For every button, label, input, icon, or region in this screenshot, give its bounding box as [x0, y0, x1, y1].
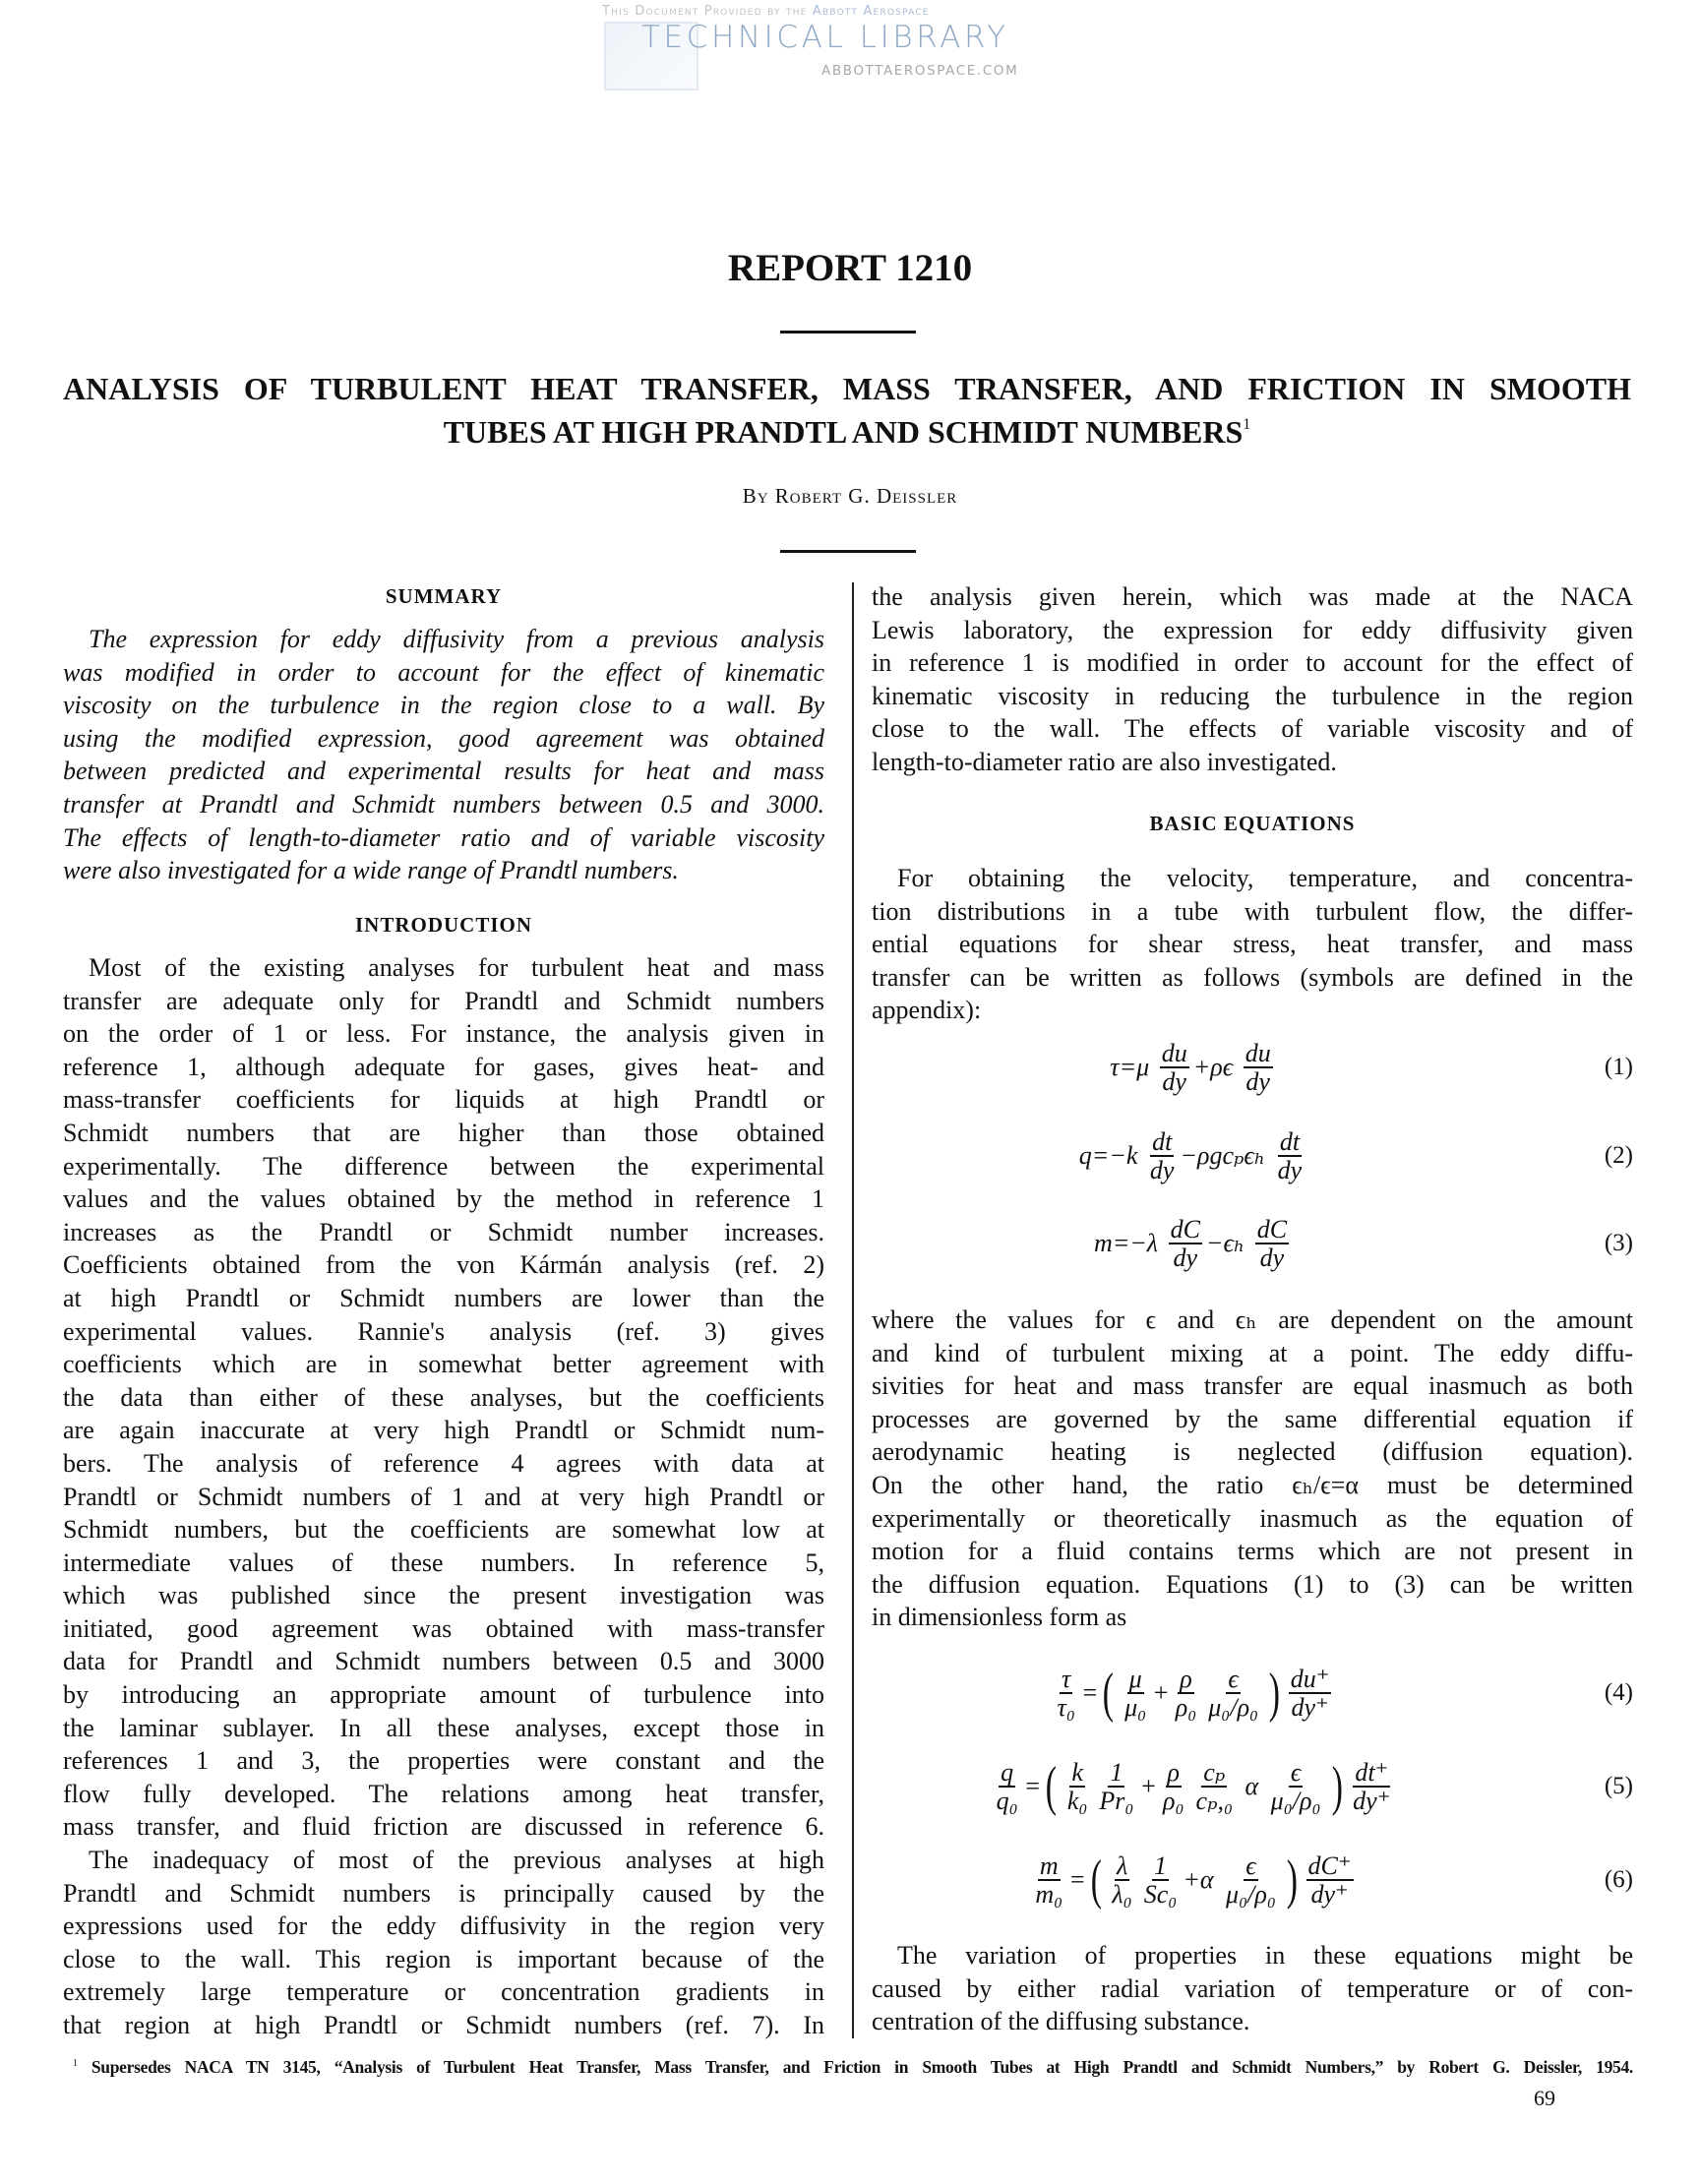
equation-term: q=−k [1078, 1141, 1144, 1170]
denominator: λ₀ [1112, 1880, 1132, 1909]
basic-equations-text [872, 862, 1633, 1027]
basic-equations-heading: BASIC EQUATIONS [1149, 812, 1356, 835]
denominator: Pr₀ [1099, 1787, 1134, 1815]
denominator: cₚ,₀ [1195, 1787, 1234, 1815]
fraction [1065, 1759, 1090, 1815]
text-line: initiated, good agreement was obtained with mass-transfer [63, 1613, 824, 1643]
text-line: extremely large temperature or concentration gradients in [63, 1977, 824, 2007]
text-line: by introducing an appropriate amount of turbulence into [63, 1680, 824, 1710]
equation-3 [872, 1204, 1633, 1283]
text-line: on the order of 1 or less. For instance, the analysis given in [63, 1019, 824, 1049]
fraction [1097, 1759, 1135, 1815]
introduction-heading: INTRODUCTION [354, 913, 533, 937]
text-line: in reference 1 is modified in order to account for the effect of [872, 648, 1633, 678]
denominator: ρ₀ [1175, 1693, 1197, 1722]
text-line: mass-transfer coefficients for liquids at high Prandtl or [63, 1085, 824, 1115]
text-line: flow fully developed. The relations among heat transfer, [63, 1779, 824, 1808]
text-line: kinematic viscosity in reducing the turbulence in the region [872, 681, 1633, 710]
text-line: values and the values obtained by the method in reference 1 [63, 1184, 824, 1214]
numerator: du⁺ [1290, 1664, 1330, 1693]
fraction [1255, 1216, 1289, 1272]
footnote-mark: 1 [1243, 416, 1251, 433]
text-line: transfer can be written as follows (symbols are defined in the [872, 962, 1633, 992]
denominator: dy [1259, 1244, 1285, 1272]
fraction [1174, 1666, 1199, 1722]
fraction [1160, 1040, 1189, 1096]
equation-term: −ϵₕ [1205, 1229, 1251, 1257]
text-line: appendix): [872, 996, 982, 1025]
text-line: processes are governed by the same differential equation if [872, 1404, 1633, 1433]
denominator: q₀ [996, 1787, 1018, 1815]
text-line: the analysis given herein, which was made at the NACA [872, 582, 1633, 611]
numerator: m [1039, 1850, 1059, 1880]
fraction [1224, 1852, 1278, 1909]
footnote-number: 1 [73, 2058, 78, 2070]
text-line: and kind of turbulent mixing at a point. The eddy diffu- [872, 1338, 1633, 1367]
text-line: reference 1, although adequate for gases, gives heat- and [63, 1052, 824, 1081]
numerator: dt⁺ [1355, 1757, 1389, 1787]
denominator: ρ₀ [1163, 1787, 1184, 1815]
equation-term: = [1023, 1772, 1042, 1800]
fraction [1206, 1666, 1260, 1722]
equation-number: (5) [1604, 1773, 1633, 1799]
denominator: dy [1162, 1067, 1186, 1096]
fraction [1056, 1666, 1077, 1722]
equation-term: α [1239, 1772, 1265, 1800]
text-line: tion distributions in a tube with turbulent flow, the differ- [872, 896, 1633, 926]
text-line: caused by either radial variation of temperature or of con- [872, 1973, 1633, 2003]
equation-number: (3) [1604, 1230, 1633, 1256]
text-line: Lewis laboratory, the expression for eddy diffusivity given [872, 615, 1633, 644]
denominator: Sc₀ [1143, 1880, 1178, 1909]
text-line: On the other hand, the ratio ϵₕ/ϵ=α must be determined [872, 1470, 1633, 1499]
numerator: k [1071, 1757, 1083, 1787]
watermark-url: ABBOTTAEROSPACE.COM [821, 63, 1019, 79]
numerator: dt [1152, 1126, 1173, 1156]
summary-heading: SUMMARY [385, 584, 503, 608]
watermark-title: TECHNICAL LIBRARY [641, 20, 1009, 55]
parenthesis: ( [1090, 1850, 1102, 1911]
fraction [1276, 1128, 1305, 1184]
text-line: ential equations for shear stress, heat transfer, and mass [872, 930, 1633, 959]
text-line: centration of the diffusing substance. [872, 2007, 1250, 2036]
equation-term: +ρϵ [1192, 1053, 1240, 1081]
footnote [73, 2057, 1633, 2078]
numerator: ρ [1180, 1664, 1192, 1693]
fraction [1306, 1852, 1354, 1909]
text-line: the data than either of these analyses, but the coefficients [63, 1382, 824, 1412]
equation-2 [872, 1117, 1633, 1195]
text-line: Most of the existing analyses for turbulent heat and mass [89, 953, 824, 982]
text-line: experimentally or theoretically inasmuch as the equation of [872, 1503, 1633, 1533]
fraction [1123, 1666, 1148, 1722]
numerator: ϵ [1228, 1664, 1239, 1693]
denominator: dy [1245, 1067, 1270, 1096]
variation-text [872, 1939, 1633, 2038]
numerator: du [1245, 1038, 1271, 1067]
text-line: length-to-diameter ratio are also investigated. [872, 747, 1337, 776]
column-divider [852, 582, 854, 2038]
denominator: dy⁺ [1291, 1693, 1329, 1722]
fraction [995, 1759, 1020, 1815]
denominator: dy [1149, 1156, 1175, 1184]
text-line: references 1 and 3, the properties were constant and the [63, 1746, 824, 1776]
report-number: REPORT 1210 [727, 247, 973, 289]
equation-body [872, 1028, 1515, 1107]
summary-text [63, 623, 824, 887]
fraction [1289, 1666, 1332, 1722]
fraction [1194, 1759, 1235, 1815]
equation-5 [872, 1747, 1633, 1826]
equation-6 [872, 1841, 1633, 1919]
denominator: μ₀/ρ₀ [1270, 1787, 1321, 1815]
byline-rule [780, 550, 916, 553]
denominator: τ₀ [1057, 1693, 1075, 1722]
equation-body [872, 1841, 1515, 1919]
text-line: Prandtl and Schmidt numbers is principally caused by the [63, 1878, 824, 1908]
parenthesis: ( [1045, 1756, 1058, 1817]
text-line: between predicted and experimental results for heat and mass [63, 757, 824, 786]
denominator: k₀ [1066, 1787, 1088, 1815]
denominator: μ₀/ρ₀ [1208, 1693, 1259, 1722]
text-line: bers. The analysis of reference 4 agrees with data at [63, 1448, 824, 1478]
text-line: are again inaccurate at very high Prandtl or Schmidt num- [63, 1416, 824, 1445]
equation-body [872, 1654, 1515, 1732]
equation-term: τ=μ [1110, 1053, 1156, 1081]
fraction [1161, 1759, 1186, 1815]
text-line: experimentally. The difference between the experimental [63, 1151, 824, 1181]
equation-body [872, 1204, 1515, 1283]
numerator: q [1001, 1757, 1014, 1787]
byline: By Robert G. Deissler [742, 484, 958, 508]
text-line: transfer at Prandtl and Schmidt numbers between 0.5 and 3000. [63, 789, 824, 819]
text-line: at high Prandtl or Schmidt numbers are lower than the [63, 1283, 824, 1312]
parenthesis: ) [1331, 1756, 1343, 1817]
text-line: The expression for eddy diffusivity from a previous analysis [89, 625, 824, 653]
text-line: sivities for heat and mass transfer are equal inasmuch as both [872, 1371, 1633, 1401]
continued-text [872, 580, 1633, 779]
fraction [1269, 1759, 1323, 1815]
numerator: 1 [1154, 1850, 1168, 1880]
equation-term: + [1152, 1678, 1170, 1707]
text-line: in dimensionless form as [872, 1603, 1127, 1632]
eddy-diffusivity-text [872, 1304, 1633, 1634]
equation-number: (2) [1604, 1142, 1633, 1169]
text-line: the diffusion equation. Equations (1) to (3) can be written [872, 1569, 1633, 1599]
text-line: motion for a fluid contains terms which are not present in [872, 1537, 1633, 1566]
denominator: dy [1173, 1244, 1198, 1272]
equation-1 [872, 1028, 1633, 1107]
fraction [1351, 1759, 1392, 1815]
text-line: close to the wall. The effects of variable viscosity and of [872, 714, 1633, 744]
fraction [1148, 1128, 1177, 1184]
text-line: Schmidt numbers, but the coefficients are somewhat low at [63, 1515, 824, 1545]
text-line: expressions used for the eddy diffusivity in the region very [63, 1911, 824, 1941]
equation-term: +α [1183, 1865, 1221, 1894]
equation-term: = [1080, 1678, 1099, 1707]
numerator: ϵ [1290, 1757, 1302, 1787]
title-line-2 [63, 414, 1631, 451]
equation-number: (4) [1604, 1679, 1633, 1706]
title-line-1: ANALYSIS OF TURBULENT HEAT TRANSFER, MASS TRANSFER, AND FRICTION IN SMOOTH [63, 371, 1631, 406]
denominator: dy [1277, 1156, 1303, 1184]
equation-body [872, 1747, 1515, 1826]
denominator: μ₀/ρ₀ [1226, 1880, 1276, 1909]
text-line: data for Prandtl and Schmidt numbers between 0.5 and 3000 [63, 1647, 824, 1676]
numerator: τ [1062, 1664, 1071, 1693]
denominator: dy⁺ [1353, 1787, 1391, 1815]
numerator: λ [1116, 1850, 1128, 1880]
text-line: where the values for ϵ and ϵₕ are dependent on the amount [872, 1305, 1633, 1334]
parenthesis: ( [1103, 1663, 1115, 1724]
numerator: ϵ [1245, 1850, 1256, 1880]
text-line: Schmidt numbers that are higher than those obtained [63, 1118, 824, 1147]
equation-term: + [1139, 1772, 1157, 1800]
text-line: was modified in order to account for the effect of kinematic [63, 657, 824, 687]
numerator: dC [1256, 1214, 1288, 1244]
text-line: mass transfer, and fluid friction are discussed in reference 6. [63, 1812, 824, 1842]
equation-number: (1) [1604, 1054, 1633, 1080]
equation-term: −ρgcₚϵₕ [1180, 1141, 1272, 1170]
text-line: experimental values. Rannie's analysis (ref. 3) gives [63, 1316, 824, 1346]
equation-number: (6) [1604, 1866, 1633, 1893]
text-line: close to the wall. This region is important because of the [63, 1944, 824, 1973]
numerator: dC [1170, 1214, 1200, 1244]
text-line: Prandtl or Schmidt numbers of 1 and at very high Prandtl or [63, 1482, 824, 1511]
text-line: increases as the Prandtl or Schmidt number increases. [63, 1217, 824, 1246]
text-line: viscosity on the turbulence in the region close to a wall. By [63, 691, 824, 720]
text-line: For obtaining the velocity, temperature, and concentra- [897, 864, 1633, 892]
fraction [1169, 1216, 1202, 1272]
equation-4 [872, 1654, 1633, 1732]
text-line: the laminar sublayer. In all these analyses, except those in [63, 1713, 824, 1742]
numerator: cₚ [1203, 1757, 1226, 1787]
parenthesis: ) [1268, 1663, 1281, 1724]
fraction [1110, 1852, 1133, 1909]
text-line: Coefficients obtained from the von Kármán analysis (ref. 2) [63, 1250, 824, 1280]
denominator: m₀ [1035, 1880, 1063, 1909]
equation-body [872, 1117, 1515, 1195]
numerator: du [1161, 1038, 1187, 1067]
title-line-2-text: TUBES AT HIGH PRANDTL AND SCHMIDT NUMBERS [443, 414, 1244, 450]
watermark-prefix: This Document Provided by the [602, 4, 808, 19]
numerator: dC⁺ [1307, 1850, 1352, 1880]
parenthesis: ) [1286, 1850, 1298, 1911]
watermark-brand: Abbott Aerospace [812, 4, 930, 19]
text-line: were also investigated for a wide range of Prandtl numbers. [63, 856, 679, 885]
numerator: μ [1128, 1664, 1142, 1693]
title-rule [780, 331, 916, 334]
denominator: dy⁺ [1310, 1880, 1349, 1909]
text-line: which was published since the present investigation was [63, 1581, 824, 1610]
text-line: intermediate values of these numbers. In reference 5, [63, 1547, 824, 1577]
introduction-text [63, 951, 824, 2042]
numerator: ρ [1167, 1757, 1180, 1787]
equation-term: = [1068, 1865, 1086, 1894]
fraction [1142, 1852, 1180, 1909]
denominator: μ₀ [1124, 1693, 1147, 1722]
text-line: coefficients which are in somewhat better agreement with [63, 1350, 824, 1379]
numerator: 1 [1110, 1757, 1123, 1787]
page-number: 69 [1534, 2086, 1555, 2110]
watermark-provided-by [602, 4, 1047, 19]
text-line: aerodynamic heating is neglected (diffusion equation). [872, 1437, 1633, 1467]
fraction [1033, 1852, 1064, 1909]
text-line: The effects of length-to-diameter ratio and of variable viscosity [63, 822, 824, 852]
text-line: The variation of properties in these equations might be [897, 1941, 1633, 1970]
text-line: The inadequacy of most of the previous analyses at high [89, 1846, 824, 1875]
text-line: transfer are adequate only for Prandtl and Schmidt numbers [63, 986, 824, 1015]
footnote-text: Supersedes NACA TN 3145, “Analysis of Turbulent Heat Transfer, Mass Transfer, and Friction in Smooth Tubes at High Prandtl and Schmidt Numbers,” by Robert G. Deissler, 1954. [91, 2057, 1634, 2077]
numerator: dt [1279, 1126, 1301, 1156]
text-line: that region at high Prandtl or Schmidt numbers (ref. 7). In [63, 2011, 824, 2039]
fraction [1244, 1040, 1273, 1096]
equation-term: m=−λ [1093, 1229, 1165, 1257]
text-line: using the modified expression, good agreement was obtained [63, 723, 824, 753]
